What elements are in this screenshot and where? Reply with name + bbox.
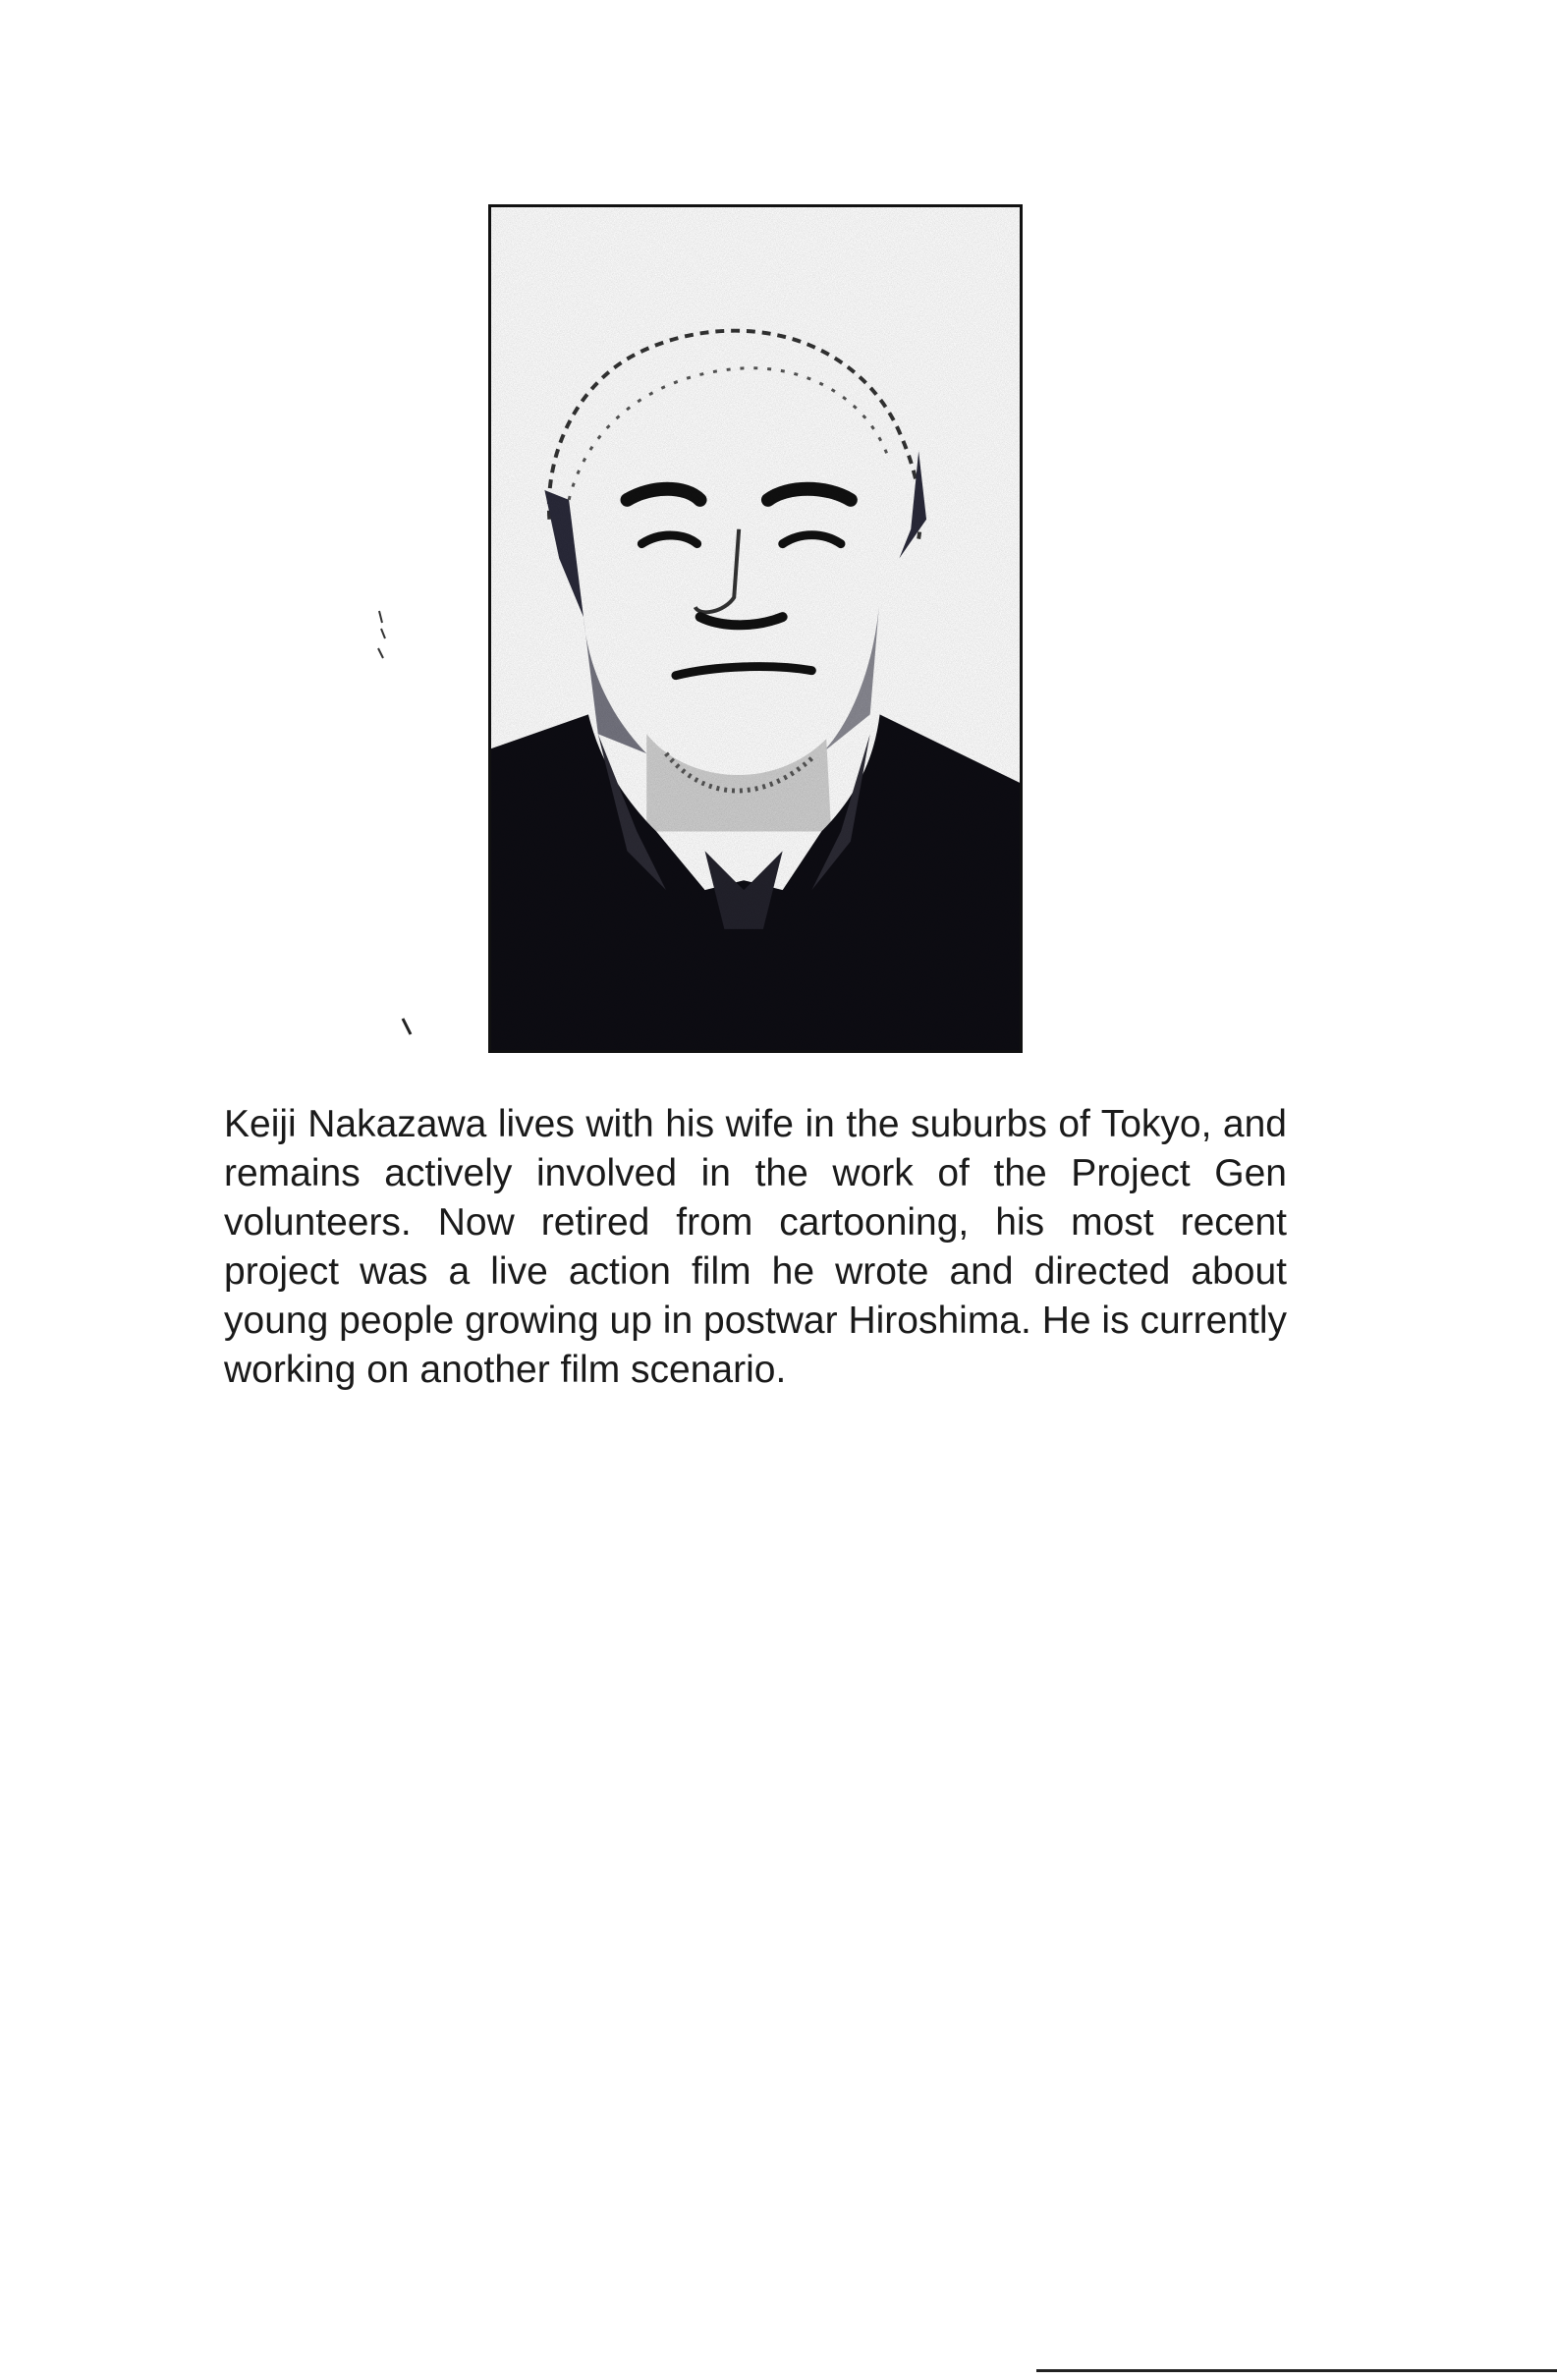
footer-rule: [1036, 2369, 1557, 2372]
author-portrait: [488, 204, 1023, 1053]
author-bio-paragraph: Keiji Nakazawa lives with his wife in the suburbs of Tokyo, and remains actively involved in the work of the Project Gen volunteers. Now retired from cartooning, his most recent project was a live action film he wrote and directed about young people growing up in postwar Hiroshima. He is currently working on another film scenario.: [224, 1103, 1287, 1391]
scan-speck-mark: [401, 1017, 415, 1038]
scan-speck-mark: [373, 609, 393, 668]
portrait-image: [491, 207, 1020, 1050]
